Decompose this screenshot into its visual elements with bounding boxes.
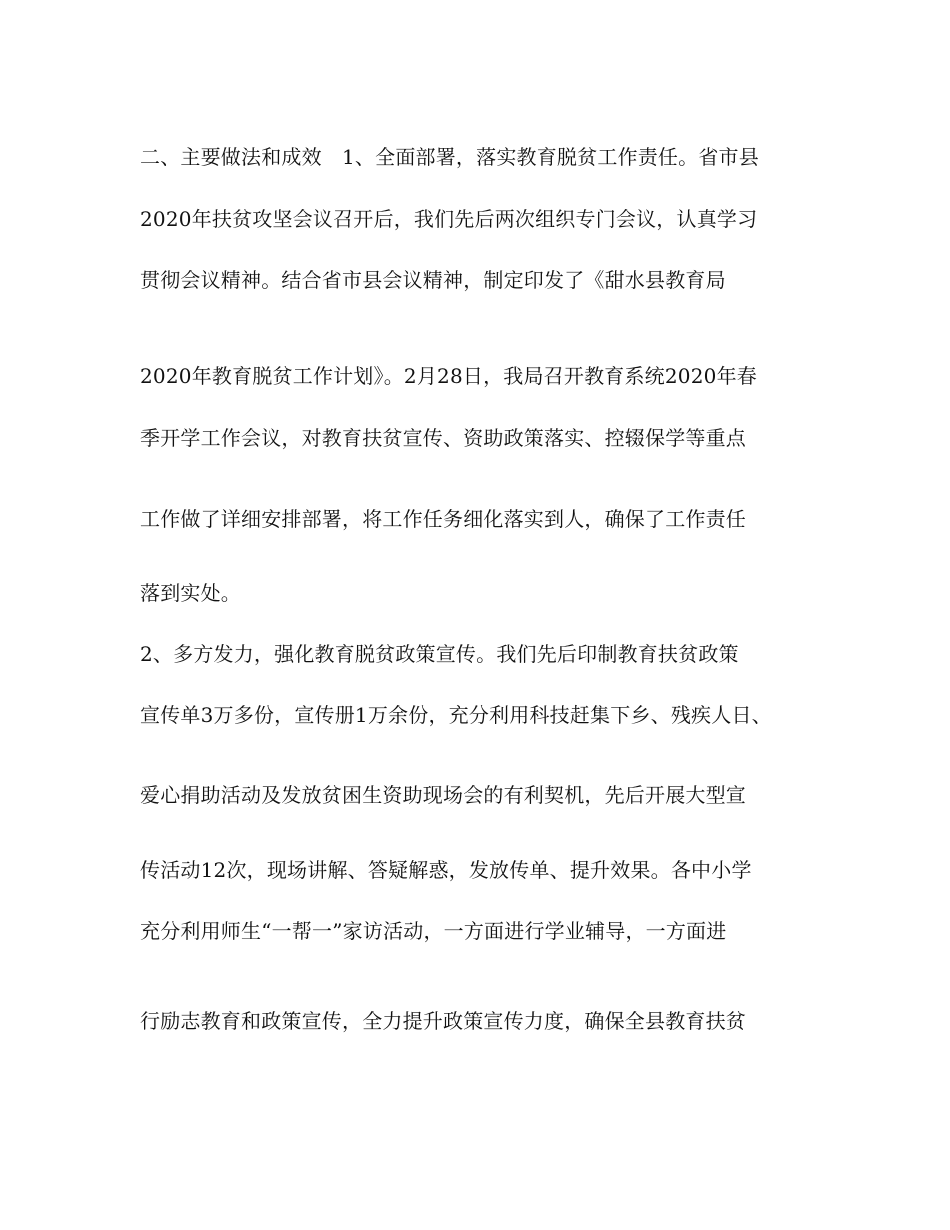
text-line-7: 落到实处。 xyxy=(140,581,241,605)
text-line-2: 2020年扶贫攻坚会议召开后，我们先后两次组织专门会议，认真学习 xyxy=(140,207,758,231)
text-line-3: 贯彻会议精神。结合省市县会议精神，制定印发了《甜水县教育局 xyxy=(140,268,726,292)
text-line-6: 工作做了详细安排部署，将工作任务细化落实到人，确保了工作责任 xyxy=(140,507,746,531)
text-line-9: 宣传单3万多份，宣传册1万余份，充分利用科技赶集下乡、残疾人日、 xyxy=(140,703,772,727)
text-line-4: 2020年教育脱贫工作计划》。2月28日，我局召开教育系统2020年春 xyxy=(140,364,757,388)
text-line-10: 爱心捐助活动及发放贫困生资助现场会的有利契机，先后开展大型宣 xyxy=(140,783,746,807)
text-line-13: 行励志教育和政策宣传，全力提升政策宣传力度，确保全县教育扶贫 xyxy=(140,1009,746,1033)
text-line-1: 二、主要做法和成效 1、全面部署，落实教育脱贫工作责任。省市县 xyxy=(140,145,759,169)
text-line-12: 充分利用师生“一帮一”家访活动，一方面进行学业辅导，一方面进 xyxy=(140,919,727,943)
text-line-5: 季开学工作会议，对教育扶贫宣传、资助政策落实、控辍保学等重点 xyxy=(140,426,746,450)
text-line-8: 2、多方发力，强化教育脱贫政策宣传。我们先后印制教育扶贫政策 xyxy=(140,642,739,666)
text-line-11: 传活动12次，现场讲解、答疑解惑，发放传单、提升效果。各中小学 xyxy=(140,858,752,882)
